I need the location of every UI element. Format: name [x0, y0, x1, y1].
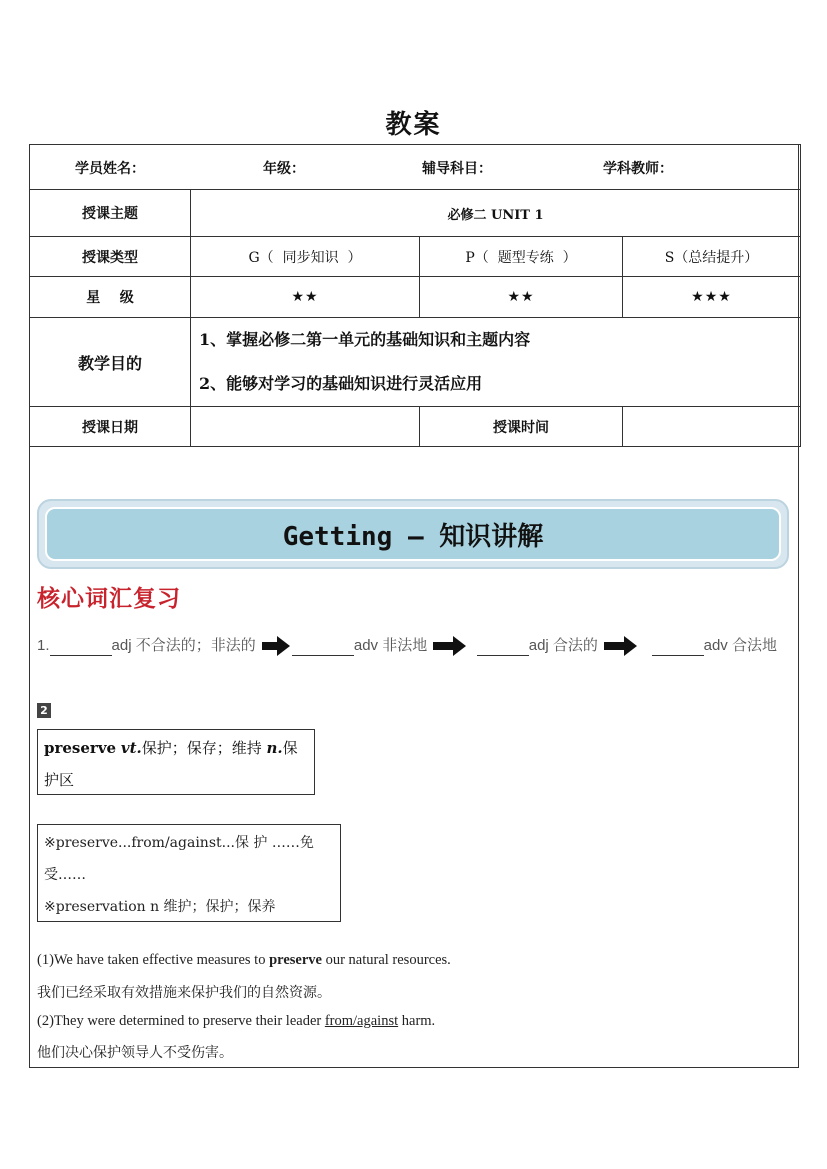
type-label: 授课类型 [30, 237, 191, 277]
topic-label: 授课主题 [30, 190, 191, 237]
pos-vt: vt. [120, 739, 142, 757]
item-number-badge: 2 [37, 703, 51, 718]
arrow-right-icon [604, 636, 637, 656]
example-1-en [37, 952, 451, 969]
level-label: 星 级 [30, 277, 191, 318]
definition-box [37, 729, 315, 795]
example-2-cn: 他们决心保护领导人不受伤害。 [37, 1045, 233, 1061]
arrow-right-icon [262, 636, 290, 656]
date-value [191, 407, 420, 447]
definition-n: 保护区 [44, 739, 298, 789]
student-name-label: 学员姓名： [75, 161, 145, 177]
vocab-number: 1. [37, 637, 50, 654]
answer-blank [652, 641, 704, 656]
example-text: (2)They were determined to preserve their leader [37, 1013, 325, 1029]
type-row [30, 237, 801, 277]
document-title: 教案 [385, 110, 442, 140]
arrow-right-icon [433, 636, 466, 656]
vocab-hint-1: adj 不合法的；非法的 [111, 637, 256, 654]
time-value [623, 407, 801, 447]
goal-item: 1、掌握必修二第一单元的基础知识和主题内容 [199, 330, 531, 349]
goal-item: 2、能够对学习的基础知识进行灵活应用 [199, 374, 483, 393]
type-s: S（总结提升） [623, 237, 801, 277]
example-keyword: preserve [269, 952, 322, 968]
level-p-stars: ★★ [420, 277, 623, 318]
banner-title: Getting — 知识讲解 [45, 507, 781, 561]
phrase-line: ※preservation n 维护；保护；保养 [44, 899, 276, 915]
level-s-stars: ★★★ [623, 277, 801, 318]
vocab-item-1 [37, 634, 797, 658]
example-2-en [37, 1013, 435, 1030]
goal-label: 教学目的 [30, 318, 191, 407]
level-g-stars: ★★ [191, 277, 420, 318]
example-text: (1)We have taken effective measures to [37, 952, 270, 968]
goal-row [30, 318, 801, 407]
phrase-box [37, 824, 341, 922]
teacher-label: 学科教师： [603, 161, 673, 177]
vocab-hint-2: adv 非法地 [353, 637, 428, 654]
grade-label: 年级： [263, 161, 305, 177]
example-underlined: from/against [324, 1013, 399, 1029]
answer-blank [50, 641, 112, 656]
topic-value: 必修二 UNIT 1 [191, 190, 801, 237]
definition-vt: 保护；保存；维持 [141, 739, 267, 757]
vocab-hint-4: adv 合法地 [703, 637, 777, 654]
topic-row [30, 190, 801, 237]
section-banner [37, 499, 789, 569]
answer-blank [477, 641, 529, 656]
goal-cell [191, 318, 801, 407]
vocab-hint-3: adj 合法的 [528, 637, 598, 654]
date-label: 授课日期 [30, 407, 191, 447]
level-row [30, 277, 801, 318]
header-row [30, 145, 801, 190]
date-row [30, 407, 801, 447]
example-1-cn: 我们已经采取有效措施来保护我们的自然资源。 [37, 985, 331, 1001]
example-text: our natural resources. [321, 952, 451, 968]
section-heading: 核心词汇复习 [37, 585, 181, 612]
subject-label: 辅导科目： [422, 161, 492, 177]
headword: preserve [44, 739, 117, 757]
answer-blank [292, 641, 354, 656]
example-text: harm. [398, 1013, 436, 1029]
time-label: 授课时间 [420, 407, 623, 447]
pos-n: n. [266, 739, 283, 757]
phrase-line: ※preserve...from/against...保 护 ……免受…… [44, 835, 314, 883]
type-g: G（ 同步知识 ） [191, 237, 420, 277]
lesson-info-table [29, 144, 801, 447]
type-p: P（ 题型专练 ） [420, 237, 623, 277]
